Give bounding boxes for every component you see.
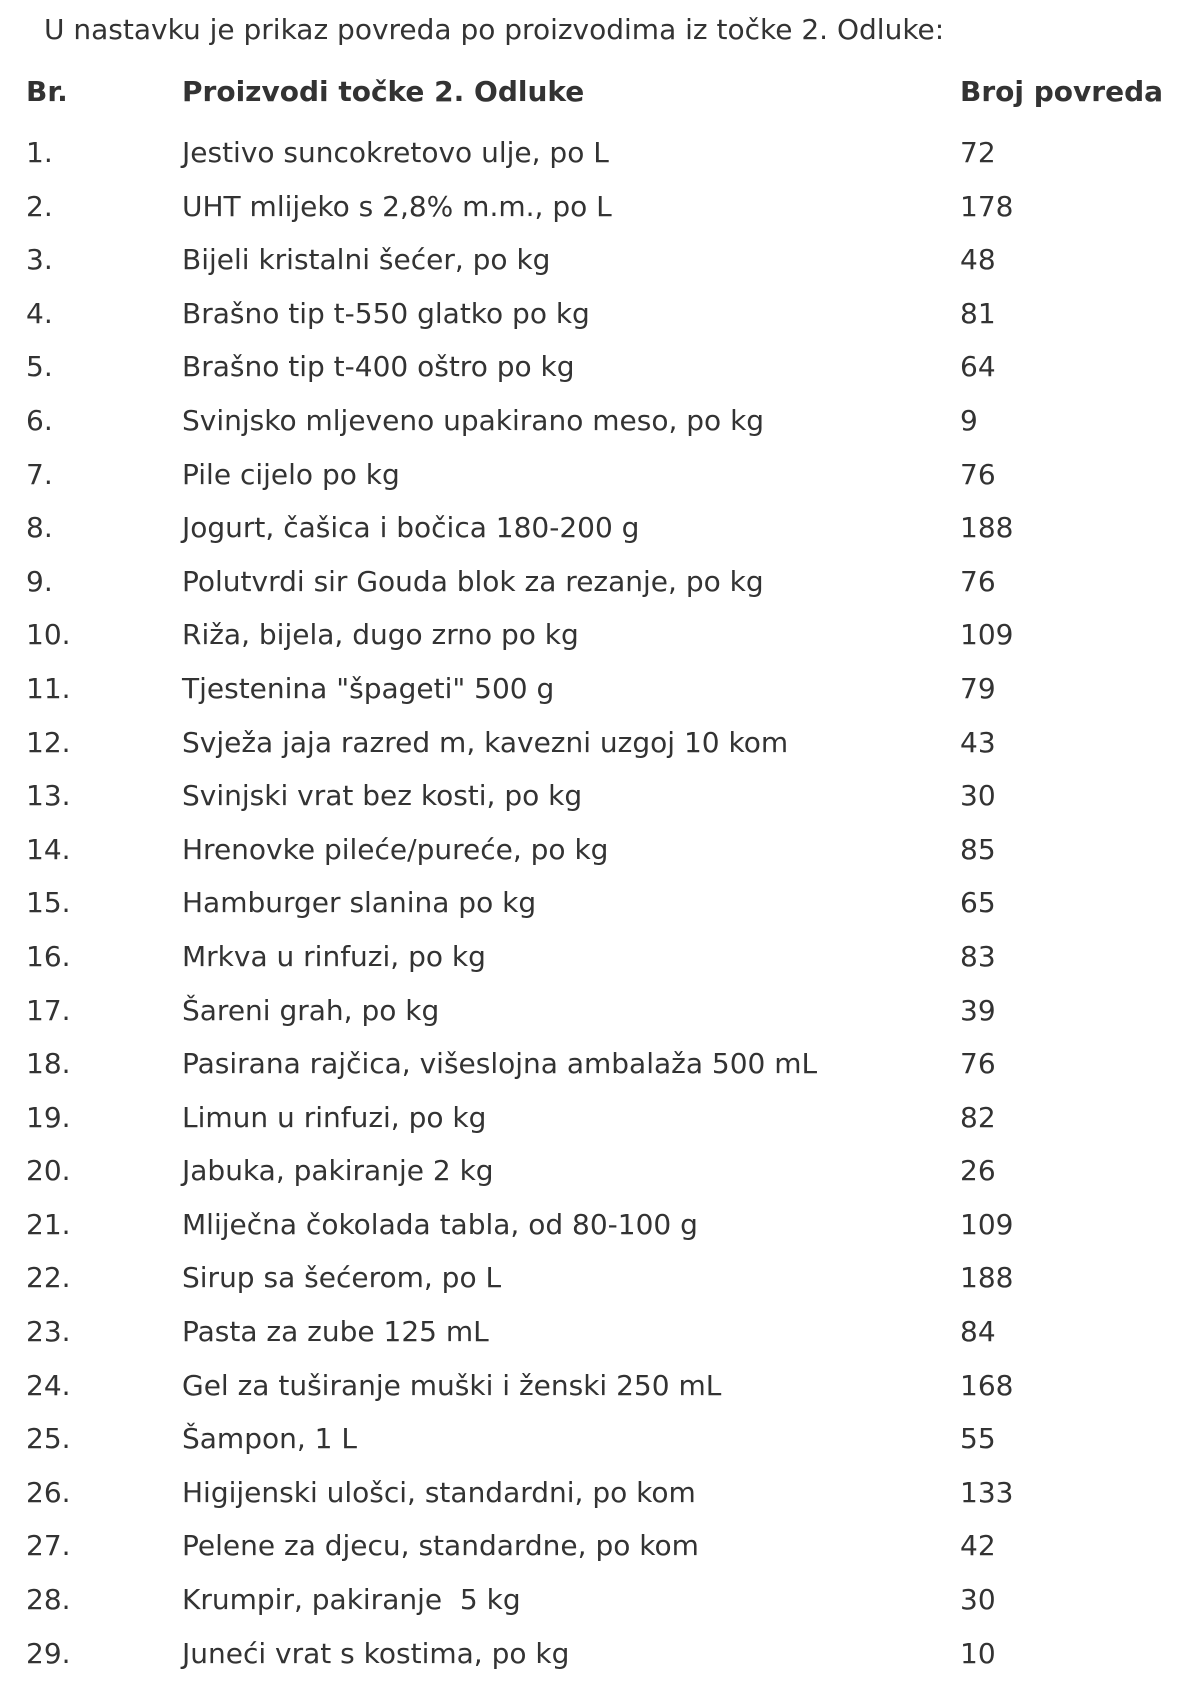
row-count: 43 [960, 725, 996, 759]
row-number: 11. [26, 671, 71, 705]
row-product: Hrenovke pileće/pureće, po kg [182, 832, 609, 866]
row-product: UHT mlijeko s 2,8% m.m., po L [182, 189, 612, 223]
row-count: 188 [960, 511, 1014, 545]
row-count: 72 [960, 136, 996, 169]
row-number: 24. [26, 1368, 71, 1402]
row-count: 79 [960, 671, 996, 705]
row-count: 81 [960, 296, 996, 330]
row-number: 7. [26, 457, 53, 491]
row-number: 27. [26, 1529, 71, 1563]
table-row [0, 131, 1200, 185]
row-count: 26 [960, 1154, 996, 1188]
row-count: 76 [960, 1047, 996, 1081]
row-product: Brašno tip t-550 glatko po kg [182, 296, 590, 330]
row-count: 109 [960, 618, 1014, 652]
row-count: 168 [960, 1368, 1014, 1402]
row-product: Hamburger slanina po kg [182, 886, 537, 920]
table-row [0, 560, 1200, 614]
row-number: 13. [26, 779, 71, 813]
row-number: 4. [26, 296, 53, 330]
table-row [0, 881, 1200, 935]
row-product: Polutvrdi sir Gouda blok za rezanje, po kg [182, 564, 764, 598]
table-header [0, 70, 1200, 114]
row-product: Krumpir, pakiranje 5 kg [182, 1583, 521, 1617]
table-row [0, 1042, 1200, 1096]
row-number: 12. [26, 725, 71, 759]
row-number: 17. [26, 993, 71, 1027]
row-number: 8. [26, 511, 53, 545]
row-count: 64 [960, 350, 996, 384]
row-count: 76 [960, 564, 996, 598]
row-product: Brašno tip t-400 oštro po kg [182, 350, 575, 384]
row-count: 55 [960, 1422, 996, 1456]
row-number: 18. [26, 1047, 71, 1081]
row-product: Juneći vrat s kostima, po kg [182, 1636, 570, 1670]
row-count: 39 [960, 993, 996, 1027]
row-count: 42 [960, 1529, 996, 1563]
row-count: 9 [960, 403, 978, 437]
row-count: 30 [960, 779, 996, 813]
row-count: 83 [960, 939, 996, 973]
row-count: 178 [960, 189, 1014, 223]
table-row [0, 1417, 1200, 1471]
table-row [0, 935, 1200, 989]
row-number: 5. [26, 350, 53, 384]
row-count: 48 [960, 243, 996, 277]
row-number: 6. [26, 403, 53, 437]
table-row [0, 453, 1200, 507]
row-number: 2. [26, 189, 53, 223]
table-row [0, 1471, 1200, 1525]
row-product: Svježa jaja razred m, kavezni uzgoj 10 kom [182, 725, 789, 759]
row-product: Pasta za zube 125 mL [182, 1315, 489, 1349]
table-row [0, 1149, 1200, 1203]
table-row [0, 989, 1200, 1043]
row-count: 84 [960, 1315, 996, 1349]
row-product: Sirup sa šećerom, po L [182, 1261, 502, 1295]
row-product: Svinjsko mljeveno upakirano meso, po kg [182, 403, 765, 437]
row-product: Svinjski vrat bez kosti, po kg [182, 779, 583, 813]
row-number: 20. [26, 1154, 71, 1188]
row-product: Bijeli kristalni šećer, po kg [182, 243, 551, 277]
row-product: Šareni grah, po kg [182, 993, 440, 1027]
row-number: 14. [26, 832, 71, 866]
table-row [0, 667, 1200, 721]
row-count: 133 [960, 1475, 1014, 1509]
intro-text: U nastavku je prikaz povreda po proizvodima iz točke 2. Odluke: [44, 13, 945, 46]
row-count: 82 [960, 1100, 996, 1134]
row-number: 19. [26, 1100, 71, 1134]
row-count: 76 [960, 457, 996, 491]
row-product: Jestivo suncokretovo ulje, po L [182, 136, 609, 169]
row-number: 29. [26, 1636, 71, 1670]
header-number: Br. [26, 75, 68, 108]
row-number: 28. [26, 1583, 71, 1617]
row-product: Jogurt, čašica i bočica 180-200 g [182, 511, 640, 545]
table-row [0, 238, 1200, 292]
row-count: 30 [960, 1583, 996, 1617]
row-count: 10 [960, 1636, 996, 1670]
row-number: 23. [26, 1315, 71, 1349]
row-number: 3. [26, 243, 53, 277]
table-row [0, 774, 1200, 828]
table-row [0, 1096, 1200, 1150]
row-number: 10. [26, 618, 71, 652]
row-product: Limun u rinfuzi, po kg [182, 1100, 487, 1134]
violations-table [0, 131, 1200, 1685]
row-product: Pasirana rajčica, višeslojna ambalaža 500 mL [182, 1047, 818, 1081]
table-row [0, 1632, 1200, 1686]
row-product: Mrkva u rinfuzi, po kg [182, 939, 486, 973]
table-row [0, 506, 1200, 560]
table-row [0, 399, 1200, 453]
row-product: Mliječna čokolada tabla, od 80-100 g [182, 1207, 698, 1241]
row-product: Jabuka, pakiranje 2 kg [182, 1154, 494, 1188]
row-product: Riža, bijela, dugo zrno po kg [182, 618, 579, 652]
table-row [0, 613, 1200, 667]
table-row [0, 721, 1200, 775]
row-count: 85 [960, 832, 996, 866]
row-product: Tjestenina "špageti" 500 g [182, 671, 555, 705]
row-number: 22. [26, 1261, 71, 1295]
header-count: Broj povreda [960, 75, 1163, 108]
table-row [0, 1310, 1200, 1364]
row-product: Šampon, 1 L [182, 1422, 357, 1456]
table-row [0, 1203, 1200, 1257]
header-product: Proizvodi točke 2. Odluke [182, 75, 585, 108]
table-row [0, 345, 1200, 399]
row-count: 188 [960, 1261, 1014, 1295]
table-row [0, 185, 1200, 239]
row-number: 1. [26, 136, 53, 169]
table-row [0, 1578, 1200, 1632]
table-row [0, 292, 1200, 346]
row-number: 21. [26, 1207, 71, 1241]
table-row [0, 1256, 1200, 1310]
row-count: 65 [960, 886, 996, 920]
row-number: 15. [26, 886, 71, 920]
row-number: 26. [26, 1475, 71, 1509]
row-product: Pile cijelo po kg [182, 457, 400, 491]
table-row [0, 1524, 1200, 1578]
row-number: 9. [26, 564, 53, 598]
row-number: 16. [26, 939, 71, 973]
row-product: Pelene za djecu, standardne, po kom [182, 1529, 699, 1563]
table-row [0, 828, 1200, 882]
row-number: 25. [26, 1422, 71, 1456]
table-row [0, 1364, 1200, 1418]
row-product: Gel za tuširanje muški i ženski 250 mL [182, 1368, 722, 1402]
row-count: 109 [960, 1207, 1014, 1241]
row-product: Higijenski ulošci, standardni, po kom [182, 1475, 696, 1509]
